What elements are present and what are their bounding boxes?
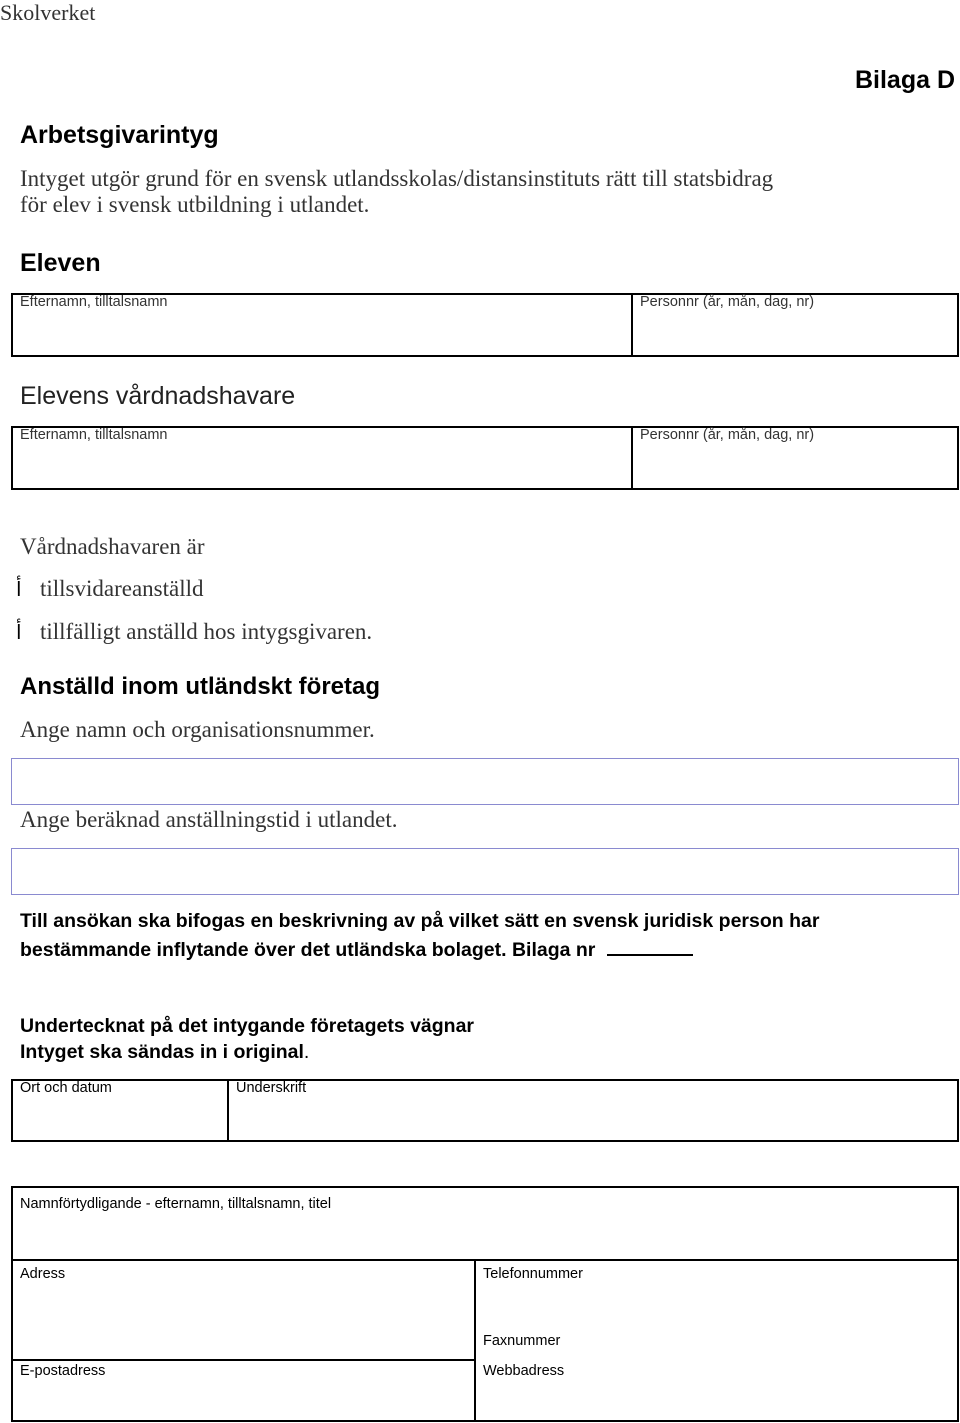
intro-line-1: Intyget utgör grund för en svensk utlandsskolas/distansinstituts rätt till statsbidrag <box>20 166 774 191</box>
intro-text <box>20 166 773 218</box>
place-date-field[interactable] <box>13 1098 225 1140</box>
signature-divider <box>227 1079 229 1142</box>
fax-label: Faxnummer <box>483 1333 561 1349</box>
guardian-name-field[interactable] <box>13 446 629 488</box>
web-label: Webbadress <box>483 1363 565 1379</box>
notice-line-2 <box>20 936 819 965</box>
employer-duration-prompt: Ange beräknad anställningstid i utlandet. <box>20 807 398 832</box>
address-field[interactable] <box>13 1286 473 1358</box>
student-pnr-label: Personnr (år, mån, dag, nr) <box>640 294 815 310</box>
signature-label: Underskrift <box>236 1080 307 1096</box>
signature-line-2-period: . <box>303 1041 310 1063</box>
status-option-temporary[interactable] <box>16 619 372 645</box>
status-lead: Vårdnadshavaren är <box>20 534 205 559</box>
guardian-pnr-label: Personnr (år, mån, dag, nr) <box>640 427 815 443</box>
contact-hline-1 <box>11 1259 959 1261</box>
phone-label: Telefonnummer <box>483 1266 583 1282</box>
student-heading: Eleven <box>20 249 101 277</box>
email-label: E-postadress <box>20 1363 106 1379</box>
signature-line-2-text: Intyget ska sändas in i original <box>20 1041 304 1063</box>
name-clarification-field[interactable] <box>13 1216 957 1258</box>
checkbox-icon[interactable]: ﺃ <box>16 620 22 644</box>
attachment-number-field[interactable] <box>607 936 693 956</box>
email-field[interactable] <box>13 1382 473 1420</box>
phone-field[interactable] <box>478 1286 956 1330</box>
student-name-field[interactable] <box>13 313 629 355</box>
org-name: Skolverket <box>0 0 96 25</box>
student-pnr-field[interactable] <box>635 313 957 355</box>
student-name-label: Efternamn, tilltalsnamn <box>20 294 168 310</box>
signature-line-1: Undertecknat på det intygande företagets vägnar <box>20 1015 475 1037</box>
employer-name-prompt: Ange namn och organisationsnummer. <box>20 717 375 742</box>
guardian-name-label: Efternamn, tilltalsnamn <box>20 427 168 443</box>
notice-line-1: Till ansökan ska bifogas en beskrivning av på vilket sätt en svensk juridisk person har <box>20 910 820 932</box>
signature-field[interactable] <box>231 1098 957 1140</box>
contact-vline <box>474 1259 476 1422</box>
employer-duration-field[interactable] <box>11 848 959 895</box>
attachment-label: Bilaga D <box>854 66 955 94</box>
page-title: Arbetsgivarintyg <box>20 121 219 149</box>
guardian-pnr-field[interactable] <box>635 446 957 488</box>
status-option-label: tillfälligt anställd hos intygsgivaren. <box>40 619 373 644</box>
attachment-notice <box>20 907 819 965</box>
employer-heading: Anställd inom utländskt företag <box>20 673 381 700</box>
guardian-heading: Elevens vårdnadshavare <box>20 382 296 410</box>
status-option-permanent[interactable] <box>16 576 204 602</box>
notice-line-2-text: bestämmande inflytande över det utländska bolaget. Bilaga nr <box>20 939 596 961</box>
status-option-label: tillsvidareanställd <box>40 576 204 601</box>
web-field[interactable] <box>478 1382 956 1420</box>
intro-line-2: för elev i svensk utbildning i utlandet. <box>20 192 370 217</box>
place-date-label: Ort och datum <box>20 1080 112 1096</box>
checkbox-icon[interactable]: ﺃ <box>16 577 22 601</box>
contact-hline-2 <box>11 1359 476 1361</box>
signature-line-2 <box>20 1039 474 1065</box>
student-divider <box>631 293 633 357</box>
guardian-divider <box>631 426 633 490</box>
employer-name-field[interactable] <box>11 758 959 805</box>
address-label: Adress <box>20 1266 66 1282</box>
fax-field[interactable] <box>478 1350 956 1360</box>
name-clarification-label: Namnförtydligande - efternamn, tilltalsnamn, titel <box>20 1196 332 1212</box>
signature-heading <box>20 1013 474 1065</box>
